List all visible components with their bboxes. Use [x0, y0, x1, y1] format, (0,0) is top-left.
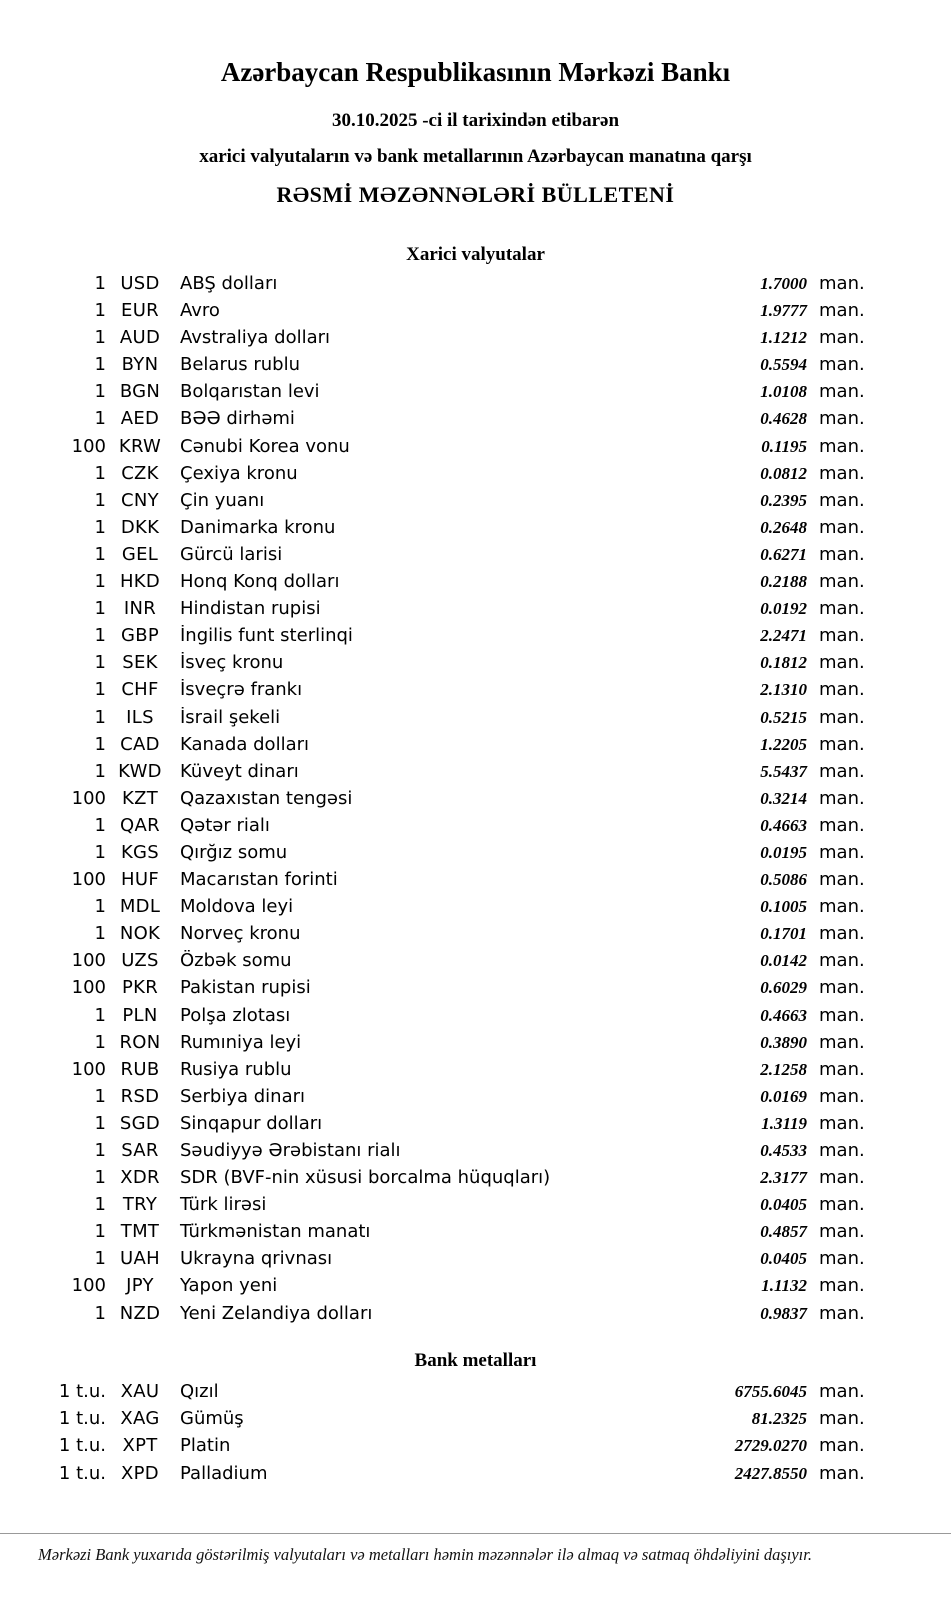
rate-row [0, 571, 951, 598]
rate-row [0, 1248, 951, 1275]
rate-row [0, 977, 951, 1004]
currency-code: CNY [121, 489, 159, 511]
currency-name: Hindistan rupisi [180, 598, 321, 620]
unit-label: man. [819, 869, 865, 891]
metal-rates-table [0, 1381, 951, 1491]
rate-value: 0.3214 [760, 788, 807, 808]
currency-code: ILS [126, 706, 154, 728]
currency-name: Honq Konq dolları [180, 571, 340, 593]
quantity-value: 1 [94, 543, 106, 565]
quantity-value: 1 [94, 273, 106, 294]
rate-row [0, 273, 951, 300]
unit-label: man. [819, 1435, 865, 1457]
unit-label: man. [819, 1167, 865, 1189]
rate-value: 0.0195 [760, 842, 807, 862]
rate-value: 2729.0270 [734, 1436, 807, 1456]
currency-name: Küveyt dinarı [180, 760, 299, 782]
currency-code: AED [120, 408, 160, 430]
rate-value: 0.4663 [760, 1005, 807, 1025]
unit-label: man. [819, 354, 865, 376]
unit-label: man. [819, 1085, 865, 1107]
quantity-value: 1 [94, 1085, 106, 1107]
bulletin-title: RƏSMİ MƏZƏNNƏLƏRİ BÜLLETENİ [276, 182, 675, 207]
currency-code: CHF [121, 679, 159, 701]
unit-label: man. [819, 679, 865, 701]
rate-value: 0.5594 [760, 355, 807, 375]
currency-name: Qazaxıstan tengəsi [180, 787, 353, 809]
rate-row [0, 625, 951, 652]
rate-value: 0.1195 [761, 436, 807, 456]
currency-code: INR [123, 598, 157, 620]
currency-code: JPY [126, 1275, 154, 1297]
currency-name: Ukrayna qrivnası [180, 1248, 333, 1270]
currency-code: SEK [122, 652, 158, 674]
rate-value: 1.3119 [761, 1113, 807, 1133]
rate-row [0, 354, 951, 381]
rate-value: 1.1132 [761, 1276, 807, 1296]
unit-label: man. [819, 1058, 865, 1080]
rate-row [0, 896, 951, 923]
rate-row [0, 842, 951, 869]
currency-code: CZK [121, 462, 159, 484]
currency-code: PLN [122, 1004, 158, 1026]
rate-row [0, 1408, 951, 1435]
currency-name: Danimarka kronu [180, 516, 336, 538]
quantity-value: 1 t.u. [58, 1408, 106, 1430]
rate-value: 0.2188 [760, 572, 807, 592]
currency-code: DKK [120, 516, 160, 538]
currency-code: QAR [120, 814, 160, 836]
currency-name: Palladium [180, 1462, 268, 1484]
currency-name: Polşa zlotası [180, 1004, 291, 1026]
currency-code: SGD [119, 1112, 161, 1134]
unit-label: man. [819, 1221, 865, 1243]
rate-row [0, 598, 951, 625]
currency-name: Bolqarıstan levi [180, 381, 320, 403]
rate-row [0, 761, 951, 788]
unit-label: man. [819, 462, 865, 484]
currency-code: XAG [120, 1408, 160, 1430]
currency-name: Yeni Zelandiya dolları [180, 1302, 373, 1324]
quantity-value: 100 [71, 950, 106, 972]
bank-name-title: Azərbaycan Respublikasının Mərkəzi Bankı [220, 57, 731, 87]
quantity-value: 1 t.u. [58, 1380, 106, 1402]
unit-label: man. [819, 300, 865, 322]
quantity-value: 1 [94, 1031, 106, 1053]
rate-row [0, 815, 951, 842]
currency-name: Gürcü larisi [180, 543, 283, 565]
rate-value: 0.0169 [760, 1086, 807, 1106]
rate-value: 0.0142 [760, 951, 807, 971]
rate-value: 0.1812 [760, 653, 807, 673]
unit-label: man. [819, 408, 865, 430]
rate-value: 0.4857 [760, 1222, 807, 1242]
rate-row [0, 1140, 951, 1167]
rate-value: 1.7000 [760, 274, 807, 293]
unit-label: man. [819, 733, 865, 755]
currency-code: BGN [119, 381, 161, 403]
rate-row [0, 923, 951, 950]
rate-row [0, 1275, 951, 1302]
unit-label: man. [819, 977, 865, 999]
unit-label: man. [819, 1380, 865, 1402]
rate-row [0, 1086, 951, 1113]
rate-value: 81.2325 [751, 1409, 807, 1429]
bulletin-subtitle: xarici valyutaların və bank metallarının Azərbaycan manatına qarşı [199, 146, 752, 167]
rate-row [0, 950, 951, 977]
currency-code: XPD [121, 1462, 159, 1484]
rate-value: 2.1258 [760, 1059, 807, 1079]
quantity-value: 1 [94, 625, 106, 647]
rate-row [0, 788, 951, 815]
currency-name: Sinqapur dolları [180, 1112, 323, 1134]
currency-name: Moldova leyi [180, 896, 294, 918]
quantity-value: 1 [94, 733, 106, 755]
currency-code: RUB [120, 1058, 160, 1080]
currency-name: Özbək somu [180, 950, 292, 972]
currency-code: XPT [122, 1435, 158, 1457]
unit-label: man. [819, 814, 865, 836]
currency-name: Çin yuanı [180, 489, 265, 511]
rate-row [0, 679, 951, 706]
quantity-value: 1 [94, 706, 106, 728]
currency-name: Serbiya dinarı [180, 1085, 305, 1107]
currency-name: Norveç kronu [180, 923, 301, 945]
unit-label: man. [819, 841, 865, 863]
quantity-value: 1 [94, 354, 106, 376]
currency-code: NZD [119, 1302, 161, 1324]
currency-code: RSD [120, 1085, 160, 1107]
rate-row [0, 652, 951, 679]
currency-name: Belarus rublu [180, 354, 301, 376]
currency-code: GBP [120, 625, 160, 647]
rate-row [0, 1167, 951, 1194]
rate-row [0, 1005, 951, 1032]
currency-code: XDR [120, 1167, 160, 1189]
rate-value: 2427.8550 [734, 1463, 807, 1483]
currency-name: Avstraliya dolları [180, 327, 331, 349]
rate-value: 0.2395 [760, 490, 807, 510]
currency-name: İsrail şekeli [180, 706, 281, 728]
currency-code: KGS [120, 841, 160, 863]
quantity-value: 100 [71, 787, 106, 809]
quantity-value: 1 [94, 327, 106, 349]
rate-row [0, 463, 951, 490]
unit-label: man. [819, 625, 865, 647]
rate-value: 0.6271 [760, 544, 807, 564]
currency-code: KRW [118, 435, 162, 457]
currency-name: Cənubi Korea vonu [180, 435, 350, 457]
unit-label: man. [819, 1140, 865, 1161]
unit-label: man. [819, 516, 865, 538]
quantity-value: 1 [94, 381, 106, 403]
rate-value: 0.4663 [760, 815, 807, 835]
rate-value: 1.9777 [760, 301, 807, 321]
rate-row [0, 1463, 951, 1490]
quantity-value: 1 [94, 516, 106, 538]
currency-code: HUF [121, 869, 159, 891]
rate-value: 5.5437 [760, 761, 807, 781]
quantity-value: 1 [94, 652, 106, 674]
currency-name: İngilis funt sterlinqi [180, 625, 353, 647]
rate-value: 0.4533 [760, 1141, 807, 1160]
quantity-value: 1 t.u. [58, 1462, 106, 1484]
quantity-value: 1 [94, 571, 106, 593]
quantity-value: 1 [94, 489, 106, 511]
rate-value: 1.0108 [760, 382, 807, 402]
currency-rates-table [0, 273, 951, 1330]
rate-row [0, 707, 951, 734]
currency-code: NOK [119, 923, 161, 945]
unit-label: man. [819, 489, 865, 511]
effective-date-line: 30.10.2025 -ci il tarixindən etibarən [331, 110, 620, 131]
currency-name: ABŞ dolları [180, 273, 278, 294]
quantity-value: 1 [94, 1248, 106, 1270]
quantity-value: 1 [94, 923, 106, 945]
currency-code: KWD [118, 760, 162, 782]
unit-label: man. [819, 1112, 865, 1134]
unit-label: man. [819, 760, 865, 782]
unit-label: man. [819, 787, 865, 809]
currency-code: MDL [119, 896, 161, 918]
rate-row [0, 1113, 951, 1140]
unit-label: man. [819, 598, 865, 620]
rate-value: 0.4628 [760, 409, 807, 429]
currency-code: UZS [121, 950, 159, 972]
unit-label: man. [819, 543, 865, 565]
rate-row [0, 490, 951, 517]
unit-label: man. [819, 1462, 865, 1484]
currency-name: Türkmənistan manatı [180, 1221, 371, 1243]
unit-label: man. [819, 706, 865, 728]
document-header [0, 0, 951, 208]
rate-row [0, 327, 951, 354]
unit-label: man. [819, 950, 865, 972]
rate-value: 6755.6045 [734, 1381, 807, 1401]
currency-code: RON [119, 1031, 161, 1053]
unit-label: man. [819, 571, 865, 593]
unit-label: man. [819, 435, 865, 457]
rate-value: 0.1005 [760, 897, 807, 917]
rate-value: 0.0192 [760, 599, 807, 619]
unit-label: man. [819, 1275, 865, 1297]
quantity-value: 1 [94, 841, 106, 863]
rate-row [0, 1221, 951, 1248]
currency-name: Avro [180, 300, 220, 322]
currency-code: PKR [121, 977, 159, 999]
currency-name: Rusiya rublu [180, 1058, 292, 1080]
rate-value: 0.6029 [760, 978, 807, 998]
currency-name: Kanada dolları [180, 733, 310, 755]
rate-row [0, 544, 951, 571]
rate-value: 0.5086 [760, 870, 807, 890]
quantity-value: 1 [94, 814, 106, 836]
quantity-value: 1 [94, 598, 106, 620]
quantity-value: 1 [94, 1167, 106, 1189]
rate-row [0, 734, 951, 761]
rate-value: 0.3890 [760, 1032, 807, 1052]
currency-name: Pakistan rupisi [180, 977, 311, 999]
rate-row [0, 1435, 951, 1462]
unit-label: man. [819, 327, 865, 349]
rate-row [0, 517, 951, 544]
currency-name: Platin [180, 1435, 231, 1457]
unit-label: man. [819, 1248, 865, 1270]
quantity-value: 1 [94, 760, 106, 782]
rate-value: 0.9837 [760, 1303, 807, 1323]
unit-label: man. [819, 1408, 865, 1430]
currency-name: SDR (BVF-nin xüsusi borcalma hüquqları) [180, 1167, 551, 1189]
unit-label: man. [819, 1031, 865, 1053]
rate-value: 0.0405 [760, 1249, 807, 1269]
currency-name: Macarıstan forinti [180, 869, 338, 891]
quantity-value: 1 [94, 408, 106, 430]
bank-metals-section [0, 1350, 951, 1491]
unit-label: man. [819, 273, 865, 294]
unit-label: man. [819, 896, 865, 918]
rate-row [0, 1032, 951, 1059]
rate-row [0, 1059, 951, 1086]
quantity-value: 1 [94, 1004, 106, 1026]
quantity-value: 1 [94, 679, 106, 701]
currency-code: EUR [121, 300, 159, 322]
currency-name: Qırğız somu [180, 841, 288, 863]
rate-row [0, 381, 951, 408]
currency-code: SAR [121, 1140, 159, 1161]
quantity-value: 100 [71, 1058, 106, 1080]
rate-row [0, 408, 951, 435]
currency-code: USD [120, 273, 160, 294]
currency-code: KZT [121, 787, 159, 809]
currency-name: Qətər rialı [180, 814, 270, 836]
rate-row [0, 1194, 951, 1221]
rate-row [0, 869, 951, 896]
quantity-value: 100 [71, 977, 106, 999]
quantity-value: 1 [94, 1112, 106, 1134]
rate-value: 0.0812 [760, 463, 807, 483]
currency-code: XAU [120, 1380, 160, 1402]
rate-value: 0.5215 [760, 707, 807, 727]
foreign-currencies-section [0, 244, 951, 1330]
unit-label: man. [819, 1004, 865, 1026]
rate-row [0, 1303, 951, 1330]
currency-code: CAD [120, 733, 160, 755]
quantity-value: 100 [71, 869, 106, 891]
rate-value: 2.3177 [760, 1168, 807, 1188]
rate-value: 1.2205 [760, 734, 807, 754]
currency-code: TRY [122, 1194, 158, 1216]
currencies-section-title: Xarici valyutalar [406, 244, 545, 265]
quantity-value: 1 [94, 1140, 106, 1161]
quantity-value: 1 [94, 1221, 106, 1243]
rate-value: 0.1701 [760, 924, 807, 944]
currency-code: HKD [119, 571, 161, 593]
quantity-value: 100 [71, 435, 106, 457]
currency-code: UAH [120, 1248, 160, 1270]
quantity-value: 1 [94, 1194, 106, 1216]
rate-value: 0.2648 [760, 517, 807, 537]
currency-name: Rumıniya leyi [180, 1031, 302, 1053]
unit-label: man. [819, 923, 865, 945]
currency-name: İsveçrə frankı [180, 679, 303, 701]
quantity-value: 1 t.u. [58, 1435, 106, 1457]
currency-code: GEL [121, 543, 159, 565]
currency-name: Qızıl [180, 1380, 219, 1402]
currency-name: Çexiya kronu [180, 462, 298, 484]
unit-label: man. [819, 652, 865, 674]
footer-note: Mərkəzi Bank yuxarıda göstərilmiş valyutaları və metalları həmin məzənnələr ilə almaq və satmaq öhdəliyini daşıyır. [0, 1533, 951, 1565]
quantity-value: 1 [94, 462, 106, 484]
quantity-value: 100 [71, 1275, 106, 1297]
currency-code: BYN [121, 354, 159, 376]
unit-label: man. [819, 1194, 865, 1216]
currency-code: AUD [119, 327, 161, 349]
quantity-value: 1 [94, 896, 106, 918]
rate-value: 2.1310 [760, 680, 807, 700]
metals-section-title: Bank metalları [414, 1349, 537, 1371]
unit-label: man. [819, 381, 865, 403]
currency-code: TMT [120, 1221, 160, 1243]
rate-value: 1.1212 [760, 328, 807, 348]
currency-name: Səudiyyə Ərəbistanı rialı [180, 1140, 401, 1161]
currency-name: Yapon yeni [180, 1275, 278, 1297]
currency-name: Türk lirəsi [180, 1194, 267, 1216]
rate-value: 0.0405 [760, 1195, 807, 1215]
rate-row [0, 300, 951, 327]
currency-name: BƏƏ dirhəmi [180, 408, 295, 430]
rate-value: 2.2471 [760, 626, 807, 646]
currency-name: Gümüş [180, 1408, 244, 1430]
currency-name: İsveç kronu [180, 652, 284, 674]
unit-label: man. [819, 1302, 865, 1324]
quantity-value: 1 [94, 300, 106, 322]
quantity-value: 1 [94, 1302, 106, 1324]
rate-row [0, 436, 951, 463]
rate-row [0, 1381, 951, 1408]
